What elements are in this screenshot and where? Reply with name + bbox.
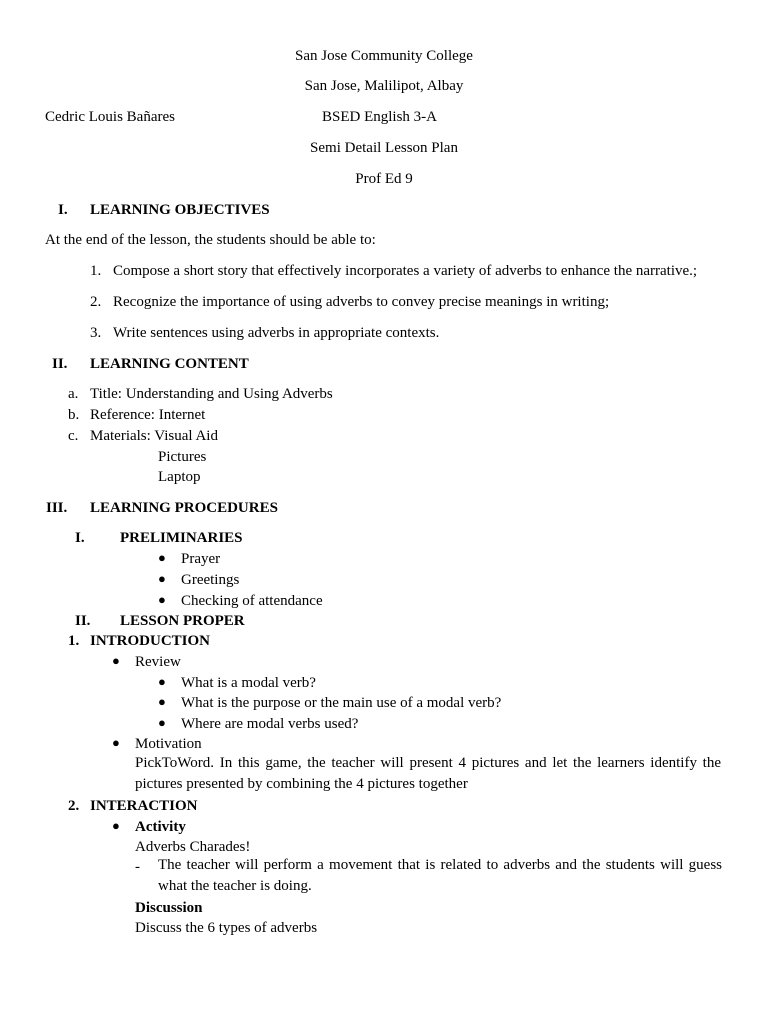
review-label: Review xyxy=(135,654,181,670)
content-letter: b. xyxy=(68,407,80,423)
introduction-heading: INTRODUCTION xyxy=(90,633,211,649)
preliminary-item: Prayer xyxy=(181,551,221,567)
motivation-label: Motivation xyxy=(135,736,202,752)
content-item-materials: Materials: Visual Aid xyxy=(90,428,218,444)
lesson-proper-numeral: II. xyxy=(75,613,91,629)
document-type: Semi Detail Lesson Plan xyxy=(310,140,458,156)
content-numeral: II. xyxy=(52,356,68,372)
lesson-proper-heading: LESSON PROPER xyxy=(120,613,245,629)
review-question: Where are modal verbs used? xyxy=(181,716,359,732)
preliminaries-numeral: I. xyxy=(75,530,85,546)
material-laptop: Laptop xyxy=(158,469,201,485)
preliminaries-heading: PRELIMINARIES xyxy=(120,530,243,546)
content-letter: c. xyxy=(68,428,79,444)
activity-label: Activity xyxy=(135,819,186,835)
content-heading: LEARNING CONTENT xyxy=(90,356,249,372)
objectives-heading: LEARNING OBJECTIVES xyxy=(90,202,270,218)
objective-number: 2. xyxy=(90,294,102,310)
objective-number: 3. xyxy=(90,325,102,341)
content-item-reference: Reference: Internet xyxy=(90,407,206,423)
bullet-icon: ● xyxy=(112,653,120,668)
author-name: Cedric Louis Bañares xyxy=(45,109,175,125)
motivation-description: PickToWord. In this game, the teacher will present 4 pictures and let the learners identify the pictures presented by combining the 4 pictures together xyxy=(135,755,721,792)
interaction-number: 2. xyxy=(68,798,80,814)
course-code: Prof Ed 9 xyxy=(355,171,413,187)
dash-marker: - xyxy=(135,859,140,875)
objectives-intro: At the end of the lesson, the students should be able to: xyxy=(45,232,376,248)
review-question: What is the purpose or the main use of a modal verb? xyxy=(181,695,502,711)
discussion-label: Discussion xyxy=(135,900,203,916)
objective-number: 1. xyxy=(90,263,102,279)
material-pictures: Pictures xyxy=(158,449,207,465)
bullet-icon: ● xyxy=(112,818,120,833)
activity-name: Adverbs Charades! xyxy=(135,839,251,855)
school-address: San Jose, Malilipot, Albay xyxy=(304,78,464,94)
objectives-numeral: I. xyxy=(58,202,68,218)
preliminary-item: Greetings xyxy=(181,572,240,588)
class-section: BSED English 3-A xyxy=(322,109,438,125)
interaction-heading: INTERACTION xyxy=(90,798,198,814)
bullet-icon: ● xyxy=(158,592,166,607)
objective-item: Recognize the importance of using adverbs to convey precise meanings in writing; xyxy=(113,294,610,310)
bullet-icon: ● xyxy=(158,715,166,730)
discussion-text: Discuss the 6 types of adverbs xyxy=(135,920,318,936)
content-item-title: Title: Understanding and Using Adverbs xyxy=(90,386,333,402)
procedures-numeral: III. xyxy=(46,500,68,516)
bullet-icon: ● xyxy=(112,735,120,750)
review-question: What is a modal verb? xyxy=(181,675,316,691)
bullet-icon: ● xyxy=(158,550,166,565)
objective-item: Write sentences using adverbs in appropriate contexts. xyxy=(113,325,440,341)
bullet-icon: ● xyxy=(158,571,166,586)
introduction-number: 1. xyxy=(68,633,80,649)
activity-description: The teacher will perform a movement that is related to adverbs and the students will guess what the teacher is doing. xyxy=(158,857,722,894)
objective-item: Compose a short story that effectively incorporates a variety of adverbs to enhance the narrative.; xyxy=(113,263,698,279)
content-letter: a. xyxy=(68,386,79,402)
school-name: San Jose Community College xyxy=(295,48,473,64)
preliminary-item: Checking of attendance xyxy=(181,593,323,609)
procedures-heading: LEARNING PROCEDURES xyxy=(90,500,278,516)
bullet-icon: ● xyxy=(158,694,166,709)
bullet-icon: ● xyxy=(158,674,166,689)
